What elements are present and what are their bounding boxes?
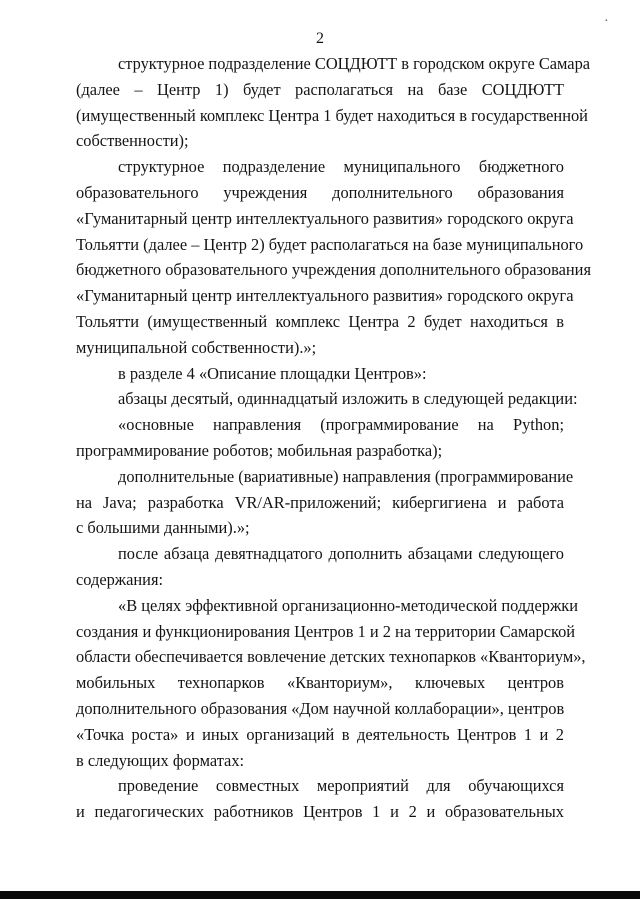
page-number: 2: [316, 30, 324, 47]
text-line: с большими данными).»;: [76, 518, 250, 538]
text-line: области обеспечивается вовлечение детских технопарков «Кванториум»,: [76, 647, 586, 667]
text-line: в следующих форматах:: [76, 750, 245, 770]
text-line: «Гуманитарный центр интеллектуального развития» городского округа: [76, 208, 574, 228]
text-line: на Java; разработка VR/AR-приложений; кибергигиена и работа: [76, 492, 564, 512]
text-line: структурное подразделение СОЦДЮТТ в городском округе Самара: [118, 54, 591, 73]
text-line: бюджетного образовательного учреждения дополнительного образования: [76, 260, 591, 280]
text-line: и педагогических работников Центров 1 и 2 и образовательных: [76, 802, 564, 822]
text-line: создания и функционирования Центров 1 и 2 на территории Самарской: [76, 621, 576, 641]
text-line: абзацы десятый, одиннадцатый изложить в следующей редакции:: [118, 389, 578, 409]
text-line: проведение совместных мероприятий для обучающихся: [118, 776, 564, 796]
text-line: муниципальной собственности).»;: [76, 337, 317, 357]
text-line: (имущественный комплекс Центра 1 будет находиться в государственной: [76, 105, 588, 125]
text-line: «Точка роста» и иных организаций в деятельность Центров 1 и 2: [76, 724, 564, 744]
text-line: «основные направления (программирование на Python;: [118, 415, 564, 435]
corner-mark: ·: [604, 14, 609, 29]
text-line: Тольятти (далее – Центр 2) будет располагаться на базе муниципального: [76, 234, 584, 254]
text-line: дополнительные (вариативные) направления (программирование: [118, 466, 574, 486]
scan-bottom-edge: [0, 891, 640, 899]
text-line: собственности);: [76, 131, 189, 151]
document-body: [76, 51, 591, 825]
text-line: после абзаца девятнадцатого дополнить абзацами следующего: [118, 544, 564, 564]
text-line: «Гуманитарный центр интеллектуального развития» городского округа: [76, 286, 574, 306]
text-line: образовательного учреждения дополнительного образования: [76, 182, 564, 202]
text-line: Тольятти (имущественный комплекс Центра 2 будет находиться в: [76, 311, 564, 331]
text-line: дополнительного образования «Дом научной коллаборации», центров: [76, 698, 565, 718]
text-line: «В целях эффективной организационно-методической поддержки: [118, 595, 579, 615]
text-line: содержания:: [76, 569, 164, 589]
text-line: в разделе 4 «Описание площадки Центров»:: [118, 363, 427, 383]
text-line: мобильных технопарков «Кванториум», ключевых центров: [76, 673, 564, 693]
text-line: (далее – Центр 1) будет располагаться на базе СОЦДЮТТ: [76, 79, 564, 99]
text-line: программирование роботов; мобильная разработка);: [76, 440, 443, 460]
text-line: структурное подразделение муниципального бюджетного: [118, 157, 564, 177]
